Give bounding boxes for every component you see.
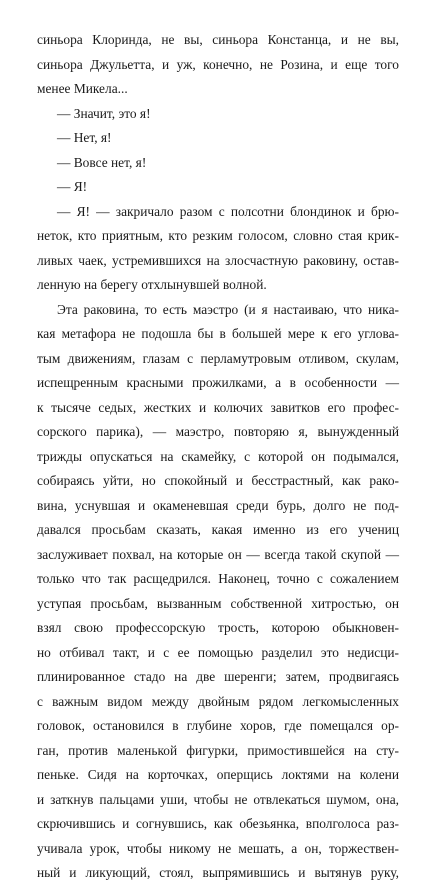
- text-line: уступая просьбам, вызванным собственной хитростью, он: [37, 595, 399, 611]
- text-line: — Нет, я!: [57, 130, 112, 145]
- text-line: к тысяче седых, жестких и колючих завитков его профес-: [37, 399, 399, 415]
- text-line: головок, остановился в глубине хоров, где помещался ор-: [37, 718, 399, 733]
- text-line: Эта раковина, то есть маэстро (и я настаиваю, что ника-: [57, 301, 399, 317]
- text-line: ный и ликующий, стоял, выпрямившись и вытянув руку,: [37, 865, 399, 880]
- text-line: пеньке. Сидя на корточках, оперщись локтями на колени: [37, 767, 399, 782]
- text-line: синьора Клоринда, не вы, синьора Констанца, и не вы,: [37, 32, 399, 47]
- text-line: с важным видом между двойным рядом легкомысленных: [37, 693, 399, 709]
- text-line: ленную на берегу отхлынувшей волной.: [37, 277, 267, 292]
- text-line: менее Микела...: [37, 81, 128, 96]
- text-line: — Я! — закричало разом с полсотни блондинок и брю-: [57, 203, 399, 219]
- text-line: сорского парика), — маэстро, повторяю я, вынужденный: [37, 424, 399, 439]
- text-line: и заткнув пальцами уши, чтобы не отвлекаться шумом, она,: [37, 791, 399, 807]
- text-line: неток, кто приятным, кто резким голосом, словно стая крик-: [37, 228, 399, 243]
- text-line: только что так расщедрился. Наконец, точно с сожалением: [37, 571, 399, 586]
- text-line: но отбивал такт, и с ее помощью разделил это недисци-: [37, 644, 399, 660]
- text-line: ливых чаек, устремившихся на злосчастную раковину, остав-: [37, 252, 399, 268]
- text-line: давался просьбам сказать, какая именно из его учениц: [37, 522, 399, 537]
- text-line: — Значит, это я!: [57, 105, 151, 121]
- text-line: синьора Джульетта, и уж, конечно, не Розина, и еще того: [37, 56, 399, 72]
- text-line: испещренным красными прожилками, а в особенности —: [37, 375, 399, 390]
- text-line: плинированное стадо на две шеренги; затем, продвигаясь: [37, 669, 399, 684]
- text-line: тым движениям, глазам с перламутровым отливом, скулам,: [37, 350, 399, 366]
- text-line: вина, уснувшая и окаменевшая среди бурь, долго не под-: [37, 497, 399, 513]
- text-line: взял свою профессорскую трость, которою обыкновен-: [37, 620, 399, 635]
- text-line: скрючившись и согнувшись, как обезьянка, вполголоса раз-: [37, 816, 399, 831]
- text-line: — Вовсе нет, я!: [57, 154, 147, 170]
- text-line: ган, против маленькой фигурки, примостившейся на сту-: [37, 742, 399, 758]
- text-line: учивала урок, чтобы никому не мешать, а он, торжествен-: [37, 840, 399, 856]
- text-line: — Я!: [57, 179, 88, 194]
- text-line: трижды опускаться на скамейку, с которой он подымался,: [37, 448, 399, 464]
- text-line: заслуживает похвал, на которые он — всегда такой скупой —: [37, 546, 399, 562]
- text-line: собираясь уйти, но спокойный и бесстрастный, как рако-: [37, 473, 399, 488]
- text-line: кая метафора не подошла бы в большей мере к его углова-: [37, 326, 399, 341]
- book-page: [37, 28, 399, 886]
